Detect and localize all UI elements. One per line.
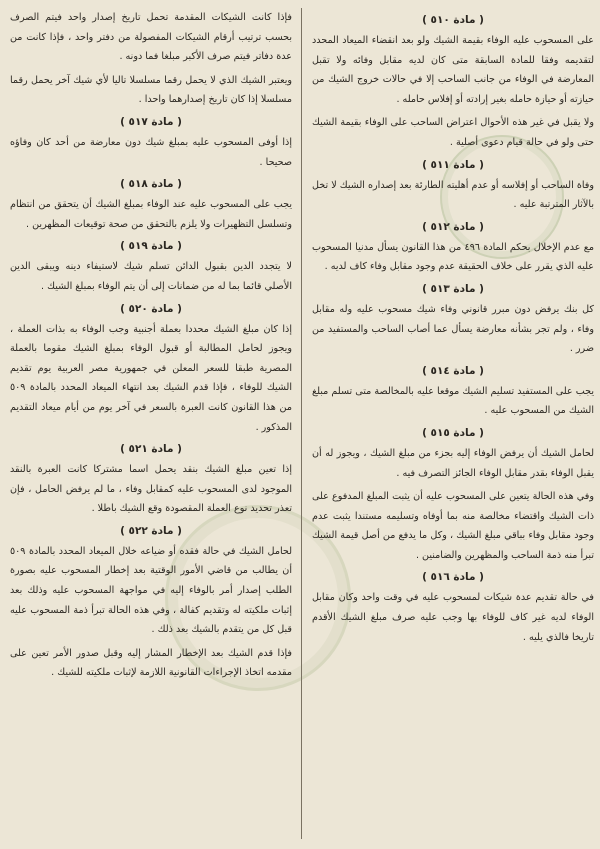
article-section <box>312 283 594 359</box>
article-heading: ( مادة ٥١٣ ) <box>422 282 484 295</box>
left-column <box>10 8 296 839</box>
article-section <box>312 14 594 153</box>
article-heading: ( مادة ٥١٠ ) <box>422 14 484 26</box>
article-paragraph: ويعتبر الشيك الذي لا يحمل رقما مسلسلا تاليا لأي شيك آخر يحمل رقما مسلسلا إذا كان تاريخ إصدارهما واحدا . <box>10 74 292 106</box>
article-paragraph: على المسحوب عليه الوفاء بقيمة الشيك ولو بعد انقضاء الميعاد المحدد لتقديمه وفقا للمادة السابقة متى كان لديه مقابل وفائه ولا تقبل المعارضة في الوفاء من جانب الساحب إلا في حالات خروج الشيك من حيازته أو حيازة حامله بغير إرادته أو إفلاس حامله . <box>312 35 594 105</box>
article-paragraph: وفي هذه الحالة يتعين على المسحوب عليه أن يثبت المبلغ المدفوع على ذات الشيك واقتضاء مخالصة منه بما أوفاه وتسليمه مستندا يثبت عدم وجود مقابل وفاء بباقي مبلغ الشيك ، وكل ما يدفع من أصل قيمة الشيك تبرأ منه ذمة الساحب والمظهرين والضامنين . <box>312 491 594 561</box>
article-paragraph: ولا يقبل في غير هذه الأحوال اعتراض الساحب على الوفاء بقيمة الشيك حتى ولو في حالة قيام دعوى أصلية . <box>312 117 594 148</box>
article-section <box>312 427 594 566</box>
article-paragraph: كل بنك يرفض دون مبرر قانوني وفاء شيك مسحوب عليه وله مقابل وفاء ، ولم تجر بشأنه معارضة يسأل عما أصاب الساحب والمستفيد من ضرر . <box>312 303 594 355</box>
article-heading: ( مادة ٥١٦ ) <box>422 571 484 584</box>
article-heading: ( مادة ٥١٨ ) <box>120 178 182 191</box>
article-section <box>10 178 292 234</box>
article-section <box>312 365 594 421</box>
article-heading: ( مادة ٥١٩ ) <box>120 240 182 253</box>
article-paragraph: لحامل الشيك أن يرفض الوفاء إليه بجزء من مبلغ الشيك ، ويجوز له أن يقبل الوفاء بقدر مقابل الوفاء الجائز التصرف فيه . <box>312 447 594 479</box>
article-paragraph: لحامل الشيك في حالة فقده أو ضياعه خلال الميعاد المحدد بالمادة ٥٠٩ أن يطالب من قاضي الأمور الوقتية بعد إخطار المسحوب عليه بصورة الطلب إصدار أمر بالوفاء إليه في مواجهة المسحوب عليه وذلك بعد إثبات ملكيته له وتقديم كفالة ، وفي هذه الحالة تبرأ ذمة المسحوب عليه قبل كل من يتقدم بالشيك بعد ذلك . <box>10 545 292 636</box>
article-paragraph: إذا تعين مبلغ الشيك بنقد يحمل اسما مشتركا كانت العبرة بالنقد الموجود لدى المسحوب عليه كمقابل وفاء ، ما لم يرفض الحامل ، فإن تعذر تحديد نوع العملة المقصودة وقع الشيك باطلا . <box>10 464 292 515</box>
article-heading: ( مادة ٥٢٢ ) <box>120 524 182 537</box>
article-section <box>10 240 292 296</box>
article-paragraph: لا يتجدد الدين بقبول الدائن تسلم شيك لاستيفاء دينه ويبقى الدين الأصلي قائما بما له من ضمانات إلى أن يتم الوفاء بمبلغ الشيك . <box>10 261 292 292</box>
article-paragraph: في حالة تقديم عدة شيكات لمسحوب عليه في وقت واحد وكان مقابل الوفاء لديه غير كاف للوفاء بها وجب عليه صرف مبلغ الشيك الأقدم تاريخا فالذي يليه . <box>312 592 594 643</box>
article-heading: ( مادة ٥٢٠ ) <box>120 302 182 315</box>
article-section <box>10 443 292 519</box>
article-heading: ( مادة ٥١٥ ) <box>422 426 484 439</box>
article-heading: ( مادة ٥١٢ ) <box>422 220 484 233</box>
article-paragraph: إذا أوفى المسحوب عليه بمبلغ شيك دون معارضة من أحد كان وفاؤه صحيحا . <box>10 136 292 168</box>
article-heading: ( مادة ٥١٤ ) <box>422 364 484 377</box>
article-heading: ( مادة ٥١٧ ) <box>120 115 182 128</box>
article-heading: ( مادة ٥١١ ) <box>422 158 484 171</box>
article-paragraph: وفاة الساحب أو إفلاسه أو عدم أهليته الطارئة بعد إصداره الشيك لا تخل بالآثار المترتبة عليه . <box>312 179 594 211</box>
article-paragraph: يجب على المسحوب عليه عند الوفاء بمبلغ الشيك أن يتحقق من انتظام وتسلسل التظهيرات ولا يلزم بالتحقق من صحة توقيعات المظهرين . <box>10 199 292 230</box>
article-paragraph: يجب على المستفيد تسليم الشيك موقعا عليه بالمخالصة متى تسلم مبلغ الشيك من المسحوب عليه . <box>312 385 594 417</box>
article-section <box>10 116 292 172</box>
article-paragraph: مع عدم الإخلال بحكم المادة ٤٩٦ من هذا القانون يسأل مدنيا المسحوب عليه الذي يقرر على خلاف الحقيقة عدم وجود مقابل وفاء كاف لديه . <box>312 241 594 273</box>
column-divider <box>301 8 302 839</box>
article-section <box>10 8 292 110</box>
article-section <box>312 221 594 277</box>
right-column <box>308 8 594 839</box>
article-section <box>10 303 292 438</box>
article-paragraph: فإذا قدم الشيك بعد الإخطار المشار إليه وقبل صدور الأمر تعين على مقدمه اتخاذ الإجراءات القانونية اللازمة لإثبات ملكيته للشيك . <box>10 647 292 679</box>
article-heading: ( مادة ٥٢١ ) <box>120 443 182 456</box>
article-paragraph: فإذا كانت الشيكات المقدمة تحمل تاريخ إصدار واحد فيتم الصرف بحسب ترتيب أرقام الشيكات المفصولة من دفتر واحد ، فإذا كانت من عدة دفاتر فيتم صرف الأكبر مبلغا فما دونه . <box>10 12 292 63</box>
article-section <box>312 571 594 647</box>
article-section <box>312 159 594 215</box>
article-paragraph: إذا كان مبلغ الشيك محددا بعملة أجنبية وجب الوفاء به بذات العملة ، ويجوز لحامل المطالبة أو قبول الوفاء بمبلغ الشيك مقوما بالعملة المصرية طبقا للسعر المعلن في جمهورية مصر العربية يوم تقديم الشيك للوفاء ، فإذا قدم الشيك بعد انتهاء الميعاد المحدد بالمادة ٥٠٩ من هذا القانون كانت العبرة بالسعر في آخر يوم من أيام ميعاد التقديم المذكور . <box>10 323 292 433</box>
article-section <box>10 525 292 683</box>
